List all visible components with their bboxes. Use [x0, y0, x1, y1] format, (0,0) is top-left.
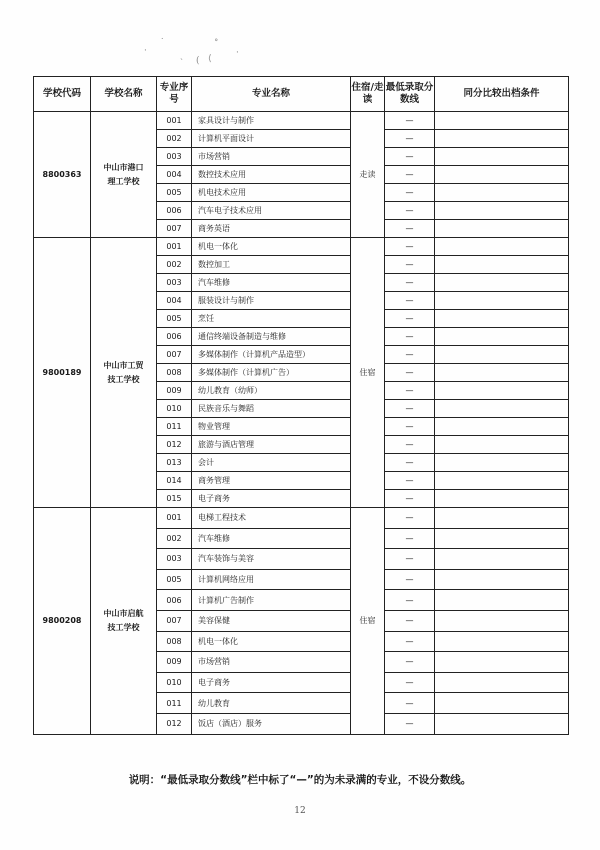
- header-school-code: 学校代码: [34, 77, 91, 112]
- min-score: —: [385, 528, 435, 549]
- major-seq: 008: [157, 364, 192, 382]
- major-name: 汽车维修: [192, 528, 351, 549]
- min-score: —: [385, 472, 435, 490]
- major-name: 计算机广告制作: [192, 590, 351, 611]
- min-score: —: [385, 184, 435, 202]
- major-seq: 002: [157, 256, 192, 274]
- major-seq: 012: [157, 713, 192, 734]
- min-score: —: [385, 610, 435, 631]
- major-seq: 014: [157, 472, 192, 490]
- tie-condition-cell: [435, 148, 569, 166]
- tie-condition-cell: [435, 418, 569, 436]
- tie-condition-cell: [435, 202, 569, 220]
- major-name: 机电一体化: [192, 238, 351, 256]
- table-row: [34, 238, 569, 256]
- header-school-name: 学校名称: [91, 77, 157, 112]
- tie-condition-cell: [435, 436, 569, 454]
- tie-condition-cell: [435, 292, 569, 310]
- school-name: 中山市工贸技工学校: [103, 360, 144, 384]
- major-name: 幼儿教育: [192, 693, 351, 714]
- major-seq: 010: [157, 672, 192, 693]
- major-name: 电子商务: [192, 490, 351, 508]
- major-seq: 003: [157, 148, 192, 166]
- min-score: —: [385, 130, 435, 148]
- tie-condition-cell: [435, 472, 569, 490]
- tie-condition-cell: [435, 454, 569, 472]
- header-major-seq: 专业序号: [157, 77, 192, 112]
- tie-condition-cell: [435, 184, 569, 202]
- major-seq: 008: [157, 631, 192, 652]
- major-seq: 006: [157, 590, 192, 611]
- tie-condition-cell: [435, 400, 569, 418]
- major-name: 烹饪: [192, 310, 351, 328]
- major-seq: 003: [157, 549, 192, 570]
- major-seq: 007: [157, 220, 192, 238]
- tie-condition-cell: [435, 112, 569, 130]
- tie-condition-cell: [435, 166, 569, 184]
- major-seq: 009: [157, 652, 192, 673]
- school-code: 9800208: [34, 508, 91, 735]
- major-seq: 007: [157, 346, 192, 364]
- tie-condition-cell: [435, 610, 569, 631]
- min-score: —: [385, 713, 435, 734]
- major-seq: 005: [157, 569, 192, 590]
- tie-condition-cell: [435, 220, 569, 238]
- tie-condition-cell: [435, 652, 569, 673]
- min-score: —: [385, 693, 435, 714]
- major-seq: 005: [157, 310, 192, 328]
- major-name: 家具设计与制作: [192, 112, 351, 130]
- min-score: —: [385, 220, 435, 238]
- tie-condition-cell: [435, 569, 569, 590]
- tie-condition-cell: [435, 382, 569, 400]
- tie-condition-cell: [435, 672, 569, 693]
- major-name: 汽车装饰与美容: [192, 549, 351, 570]
- major-name: 计算机网络应用: [192, 569, 351, 590]
- major-name: 市场营销: [192, 148, 351, 166]
- tie-condition-cell: [435, 238, 569, 256]
- min-score: —: [385, 202, 435, 220]
- scan-specks: · ˙ ˎ ( ⟨ ˚ ·: [144, 38, 239, 66]
- min-score: —: [385, 652, 435, 673]
- header-min-score: 最低录取分数线: [385, 77, 435, 112]
- major-name: 物业管理: [192, 418, 351, 436]
- major-seq: 004: [157, 292, 192, 310]
- major-seq: 011: [157, 693, 192, 714]
- major-name: 数控加工: [192, 256, 351, 274]
- header-major-name: 专业名称: [192, 77, 351, 112]
- school-code: 9800189: [34, 238, 91, 508]
- min-score: —: [385, 400, 435, 418]
- major-seq: 013: [157, 454, 192, 472]
- major-seq: 006: [157, 202, 192, 220]
- major-name: 机电一体化: [192, 631, 351, 652]
- min-score: —: [385, 256, 435, 274]
- min-score: —: [385, 672, 435, 693]
- school-name: 中山市港口理工学校: [103, 162, 144, 186]
- major-name: 市场营销: [192, 652, 351, 673]
- major-name: 多媒体制作（计算机广告）: [192, 364, 351, 382]
- min-score: —: [385, 454, 435, 472]
- table-body: [34, 112, 569, 735]
- min-score: —: [385, 364, 435, 382]
- min-score: —: [385, 382, 435, 400]
- major-name: 机电技术应用: [192, 184, 351, 202]
- major-name: 旅游与酒店管理: [192, 436, 351, 454]
- major-seq: 002: [157, 528, 192, 549]
- major-name: 汽车电子技术应用: [192, 202, 351, 220]
- min-score: —: [385, 590, 435, 611]
- major-seq: 007: [157, 610, 192, 631]
- tie-condition-cell: [435, 549, 569, 570]
- admission-table: [33, 76, 569, 735]
- school-name: 中山市启航技工学校: [103, 608, 144, 632]
- tie-condition-cell: [435, 274, 569, 292]
- min-score: —: [385, 274, 435, 292]
- header-row: [34, 77, 569, 112]
- min-score: —: [385, 292, 435, 310]
- tie-condition-cell: [435, 508, 569, 529]
- tie-condition-cell: [435, 328, 569, 346]
- tie-condition-cell: [435, 310, 569, 328]
- major-seq: 003: [157, 274, 192, 292]
- school-code: 8800363: [34, 112, 91, 238]
- min-score: —: [385, 346, 435, 364]
- min-score: —: [385, 436, 435, 454]
- tie-condition-cell: [435, 528, 569, 549]
- min-score: —: [385, 418, 435, 436]
- tie-condition-cell: [435, 693, 569, 714]
- major-seq: 005: [157, 184, 192, 202]
- min-score: —: [385, 166, 435, 184]
- major-seq: 015: [157, 490, 192, 508]
- table-row: [34, 508, 569, 529]
- header-tie-condition: 同分比较出档条件: [435, 77, 569, 112]
- min-score: —: [385, 328, 435, 346]
- min-score: —: [385, 569, 435, 590]
- table-row: [34, 112, 569, 130]
- min-score: —: [385, 112, 435, 130]
- major-seq: 010: [157, 400, 192, 418]
- major-seq: 004: [157, 166, 192, 184]
- major-name: 汽车维修: [192, 274, 351, 292]
- min-score: —: [385, 631, 435, 652]
- tie-condition-cell: [435, 130, 569, 148]
- lodging-type: 走读: [351, 112, 385, 238]
- major-seq: 002: [157, 130, 192, 148]
- header-lodging: 住宿/走读: [351, 77, 385, 112]
- major-name: 幼儿教育（幼师）: [192, 382, 351, 400]
- tie-condition-cell: [435, 490, 569, 508]
- major-name: 饭店（酒店）服务: [192, 713, 351, 734]
- major-seq: 006: [157, 328, 192, 346]
- major-name: 数控技术应用: [192, 166, 351, 184]
- major-name: 会计: [192, 454, 351, 472]
- major-name: 计算机平面设计: [192, 130, 351, 148]
- major-name: 商务管理: [192, 472, 351, 490]
- major-name: 民族音乐与舞蹈: [192, 400, 351, 418]
- major-name: 美容保健: [192, 610, 351, 631]
- major-name: 电梯工程技术: [192, 508, 351, 529]
- tie-condition-cell: [435, 364, 569, 382]
- major-name: 通信终端设备制造与维修: [192, 328, 351, 346]
- tie-condition-cell: [435, 256, 569, 274]
- min-score: —: [385, 508, 435, 529]
- lodging-type: 住宿: [351, 508, 385, 735]
- major-name: 电子商务: [192, 672, 351, 693]
- min-score: —: [385, 148, 435, 166]
- min-score: —: [385, 549, 435, 570]
- major-seq: 012: [157, 436, 192, 454]
- major-seq: 011: [157, 418, 192, 436]
- major-seq: 001: [157, 112, 192, 130]
- lodging-type: 住宿: [351, 238, 385, 508]
- min-score: —: [385, 310, 435, 328]
- major-name: 商务英语: [192, 220, 351, 238]
- tie-condition-cell: [435, 631, 569, 652]
- major-seq: 001: [157, 508, 192, 529]
- min-score: —: [385, 238, 435, 256]
- tie-condition-cell: [435, 590, 569, 611]
- tie-condition-cell: [435, 346, 569, 364]
- min-score: —: [385, 490, 435, 508]
- footnote: 说明：“最低录取分数线”栏中标了“—”的为未录满的专业，不设分数线。: [128, 774, 472, 786]
- major-seq: 001: [157, 238, 192, 256]
- major-name: 多媒体制作（计算机产品造型）: [192, 346, 351, 364]
- page-number: 12: [294, 806, 306, 816]
- tie-condition-cell: [435, 713, 569, 734]
- major-seq: 009: [157, 382, 192, 400]
- major-name: 服装设计与制作: [192, 292, 351, 310]
